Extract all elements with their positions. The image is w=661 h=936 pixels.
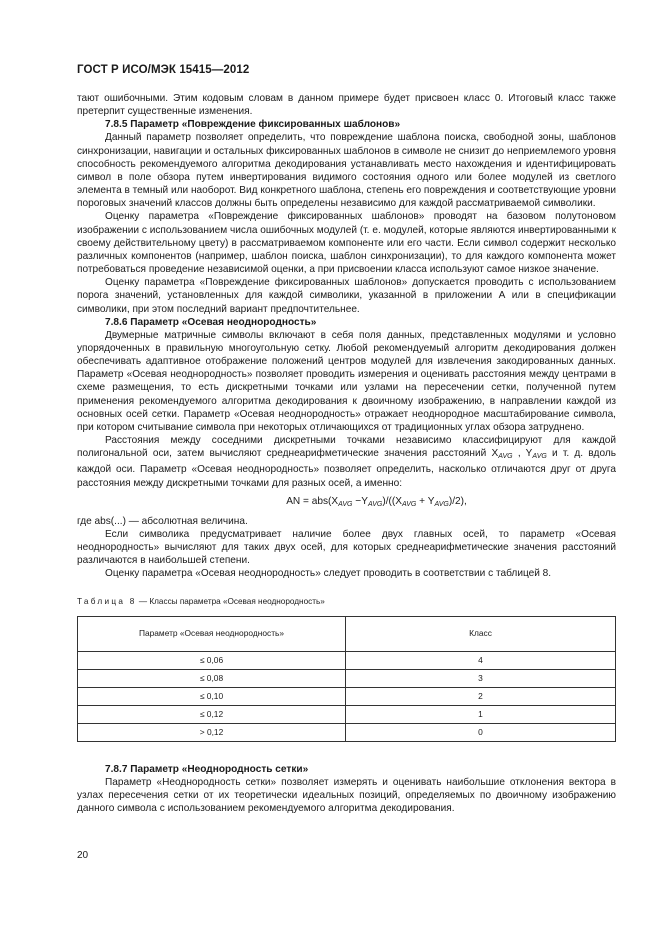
subscript: AVG [434,500,449,508]
text-run: + Y [416,495,435,507]
table-cell: ≤ 0,06 [78,651,346,669]
table-cell: ≤ 0,08 [78,669,346,687]
subscript: AVG [532,453,547,461]
subscript: AVG [498,453,513,461]
table-cell: 2 [346,687,616,705]
paragraph: Если символика предусматривает наличие более двух главных осей, то параметр «Осевая неоднородность» вычисляют для таких двух осей, для которых среднеарифметические значения расстояний различаются в наибольшей степени. [77,529,616,567]
table-header-cell: Параметр «Осевая неоднородность» [78,616,346,651]
document-body [77,92,616,815]
table-cell: ≤ 0,10 [78,687,346,705]
section-heading-7-8-6: 7.8.6 Параметр «Осевая неоднородность» [105,316,317,328]
table-row [78,669,616,687]
text-run: AN = abs(X [286,495,339,507]
subscript: AVG [338,500,353,508]
table-header-row [78,616,616,651]
paragraph: тают ошибочными. Этим кодовым словам в данном примере будет присвоен класс 0. Итоговый класс также претерпит существенные изменения. [77,93,616,118]
paragraph: Двумерные матричные символы включают в себя поля данных, представленных модулями и условно упорядоченных в правильную многоугольную сетку. Любой рекомендуемый алгоритм декодирования должен обеспечивать адаптивное отображение положений центров модулей для извлечения закодированных данных. Параметр «Осевая неоднородность» позволяет проводить измерения и оценивать расстояния между центрами в схеме размещения, то есть дискретными точками или узлами на пересечении сетки, полученной путем применения рекомендуемого алгоритма декодирования к двоичному изображению, в направлении каждой из основных осей сетки. Параметр «Осевая неоднородность» отражает неоднородное масштабирование символа, при котором считывание символа при некоторых отличающихся от традиционных углах обзора затруднено. [77,329,616,433]
paragraph: Оценку параметра «Осевая неоднородность» следует проводить в соответствии с таблицей 8. [105,568,552,580]
text-run: −Y [352,495,368,507]
paragraph: где abs(...) — абсолютная величина. [77,515,248,527]
table-row [78,723,616,741]
text-run: Расстояния между соседними дискретными точками независимо классифицируют для каждой полигональной оси, затем вычисляют среднеарифметические значения расстояний X [77,435,616,460]
section-heading-7-8-7: 7.8.7 Параметр «Неоднородность сетки» [105,763,309,775]
document-header: ГОСТ Р ИСО/МЭК 15415—2012 [77,64,250,76]
table-cell: 4 [346,651,616,669]
table-header-cell: Класс [346,616,616,651]
formula-an [77,495,616,511]
table-row [78,687,616,705]
subscript: AVG [401,500,417,508]
paragraph: Оценку параметра «Повреждение фиксированных шаблонов» допускается проводить с использованием порога значений, установленных для каждой символики, указанной в приложении А или в спецификации символики, при этом последний вариант предпочтительнее. [77,277,616,315]
text-run: , Y [512,448,533,460]
paragraph: Параметр «Неоднородность сетки» позволяет измерять и оценивать наибольшие отклонения вектора в узлах пересечения сетки от их теоретически идеальных позиций, определяемых по двоичному изображению данного символа с использованием рекомендуемого алгоритма декодирования. [77,776,616,815]
table-cell: > 0,12 [78,723,346,741]
subscript: AVG [367,500,383,508]
table-row [78,705,616,723]
table-row [78,651,616,669]
table-caption-label: Таблица 8 [77,596,137,606]
text-run: )/((X [382,495,402,507]
text-run: )/2), [448,495,467,507]
page-number: 20 [77,850,89,861]
section-heading-7-8-5: 7.8.5 Параметр «Повреждение фиксированных шаблонов» [105,119,401,131]
table-cell: 1 [346,705,616,723]
table-caption-title: — Классы параметра «Осевая неоднородность» [136,596,325,606]
table-caption [77,595,616,608]
paragraph: Оценку параметра «Повреждение фиксированных шаблонов» проводят на базовом полутоновом изображении с использованием числа ошибочных модулей (т. е. модулей, которые являются инвертированными к своему действительному цвету) в рассматриваемом компоненте или его части. Если символ содержит несколько различных компонентов (например, шаблон поиска, шаблон синхронизации), то для каждого компонента может потребоваться проведение независимой оценки, а при присвоении класса используют самое низкое значение. [77,211,616,276]
paragraph-with-subscripts [77,434,616,490]
table-cell: 0 [346,723,616,741]
paragraph: Данный параметр позволяет определить, что повреждение шаблона поиска, свободной зоны, шаблонов синхронизации, навигации и остальных фиксированных шаблонов в символе не снизит до неприемлемого уровня способность рекомендуемого алгоритма декодирования устанавливать место нахождения и идентифицировать символ в поле обзора путем инвертирования видимого состояния одного или более модулей из светлого элемента в темный или наоборот. Вид конкретного шаблона, степень его повреждения и соответствующие уровни пороговых значений классов должны быть определены независимо для каждой рассматриваемой символики. [77,132,616,210]
table-cell: ≤ 0,12 [78,705,346,723]
table-cell: 3 [346,669,616,687]
text-run: и т. д. вдоль каждой оси. Параметр «Осевая неоднородность» позволяет определить, насколько отличаются друг от друга расстояния между дискретными точками для разных осей, а именно: [77,448,616,489]
axial-nonuniformity-table [77,616,616,742]
section-7-8-7 [77,763,616,816]
